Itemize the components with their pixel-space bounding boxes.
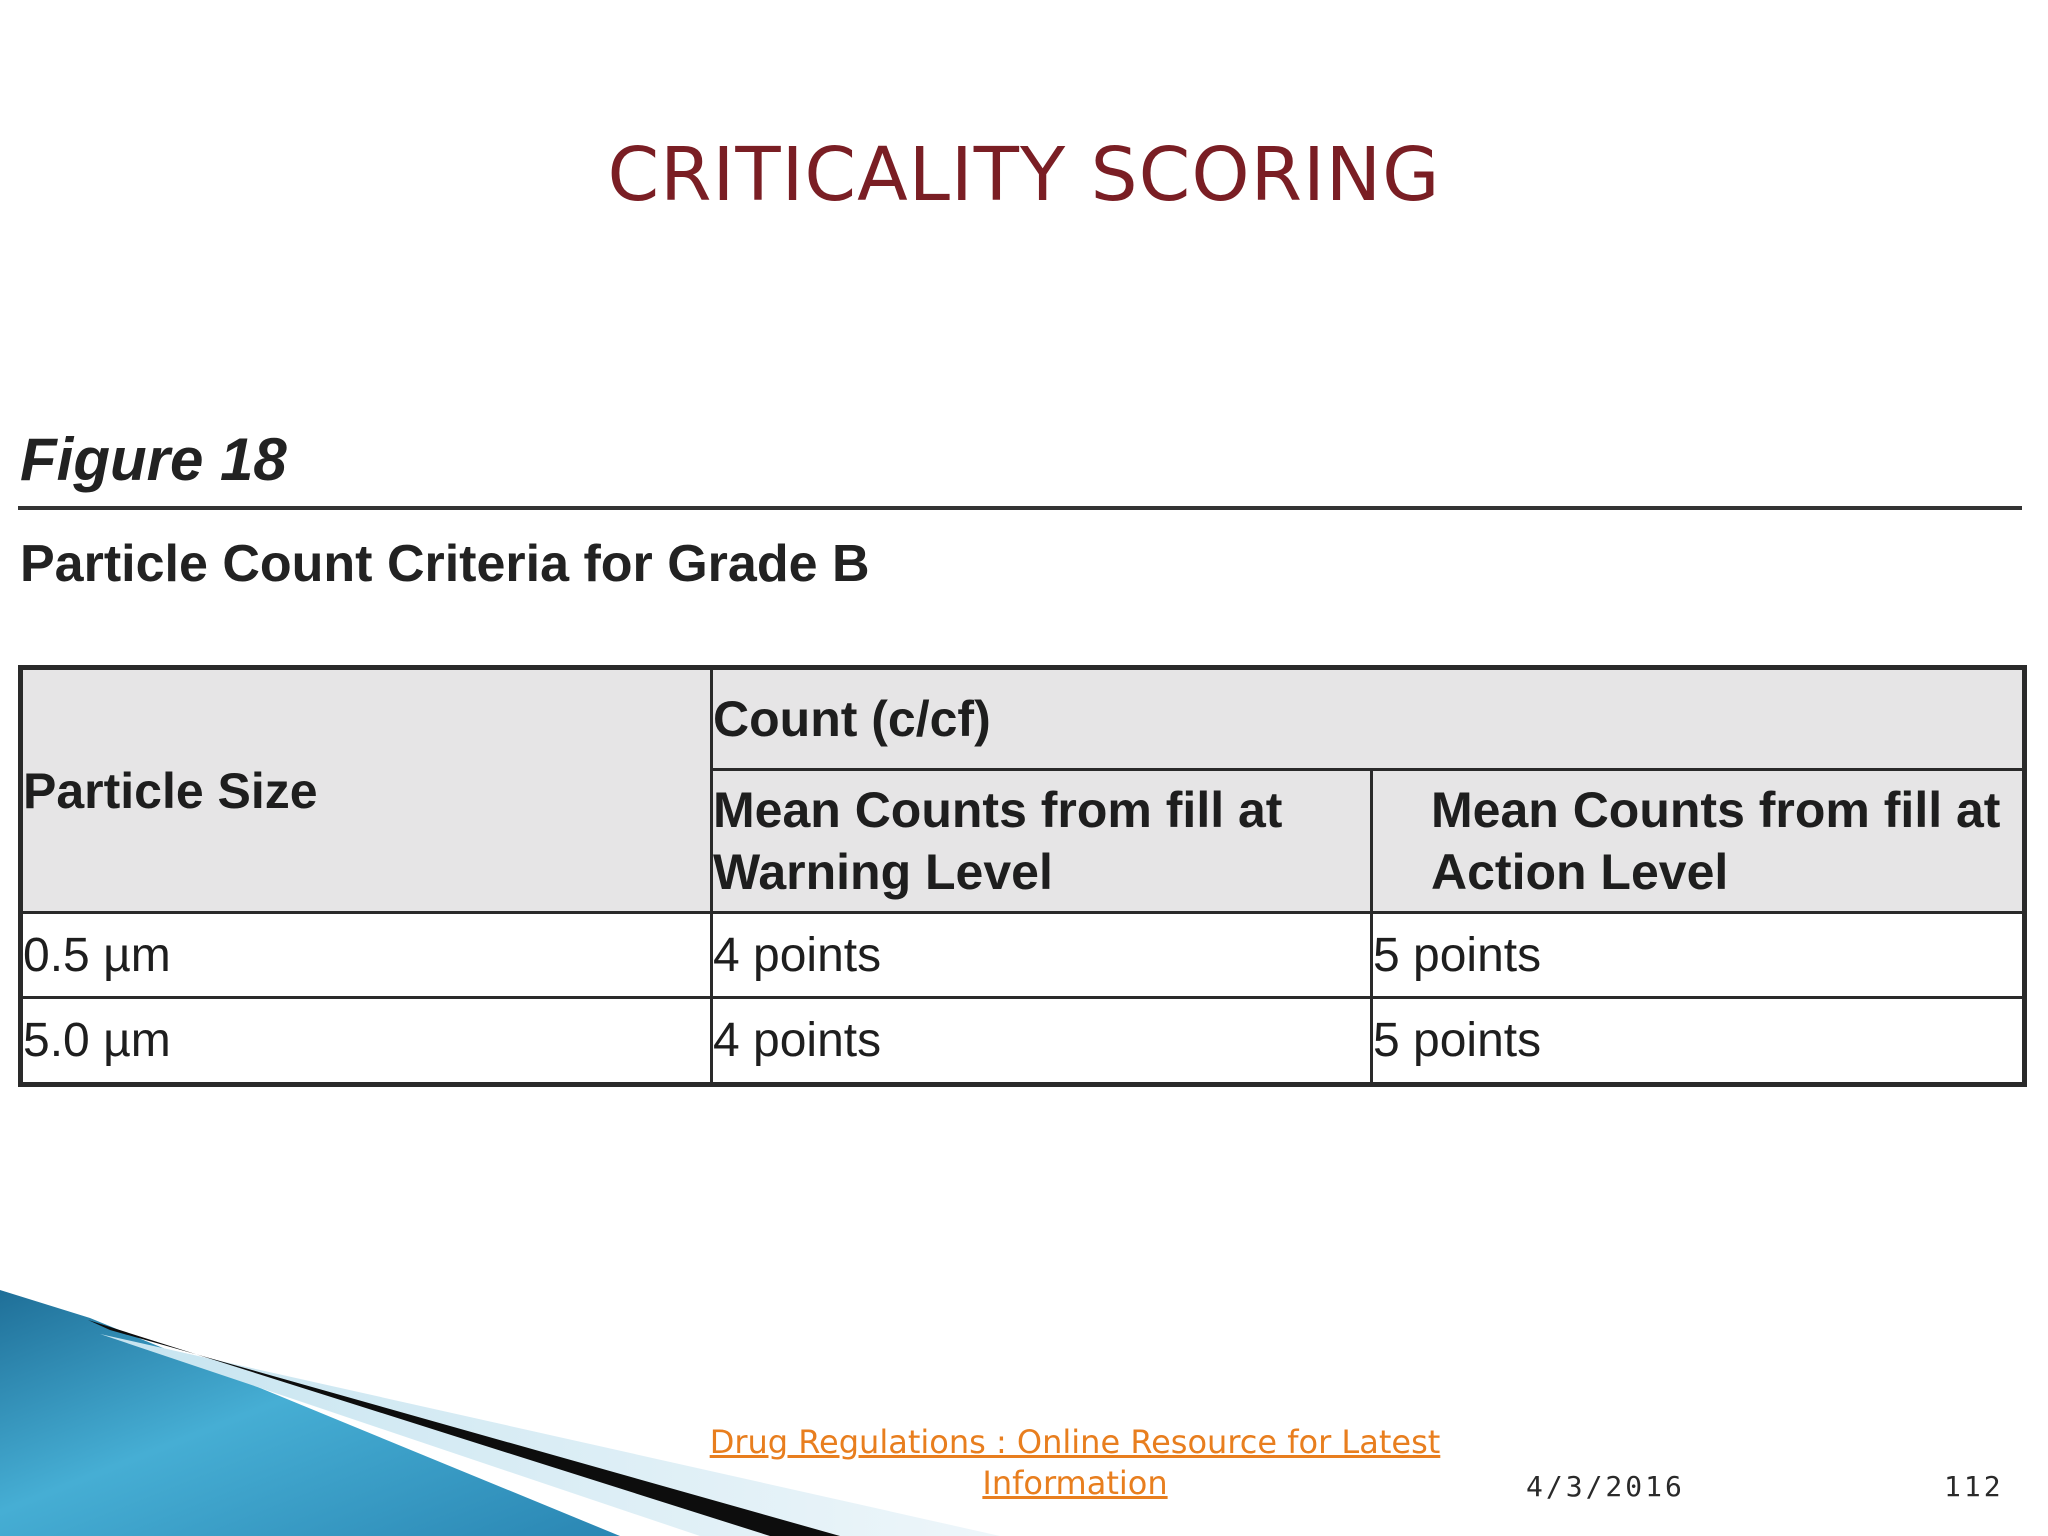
cell-warning-points: 4 points — [712, 913, 1372, 998]
cell-particle-size: 0.5 µm — [21, 913, 712, 998]
header-action-level: Mean Counts from fill at Action Level — [1372, 770, 2025, 913]
header-count: Count (c/cf) — [712, 668, 2025, 770]
slide-title: CRITICALITY SCORING — [607, 132, 1441, 218]
table-row — [21, 998, 2025, 1085]
blue-wedge-shape — [0, 1290, 620, 1536]
figure-divider — [18, 506, 2022, 510]
table-row — [21, 913, 2025, 998]
cell-action-points: 5 points — [1372, 913, 2025, 998]
footer-resource-link[interactable]: Drug Regulations : Online Resource for Latest Information — [709, 1423, 1441, 1502]
cell-action-points: 5 points — [1372, 998, 2025, 1085]
table-header-row — [21, 668, 2025, 770]
cell-warning-points: 4 points — [712, 998, 1372, 1085]
footer-date: 4/3/2016 — [1526, 1470, 1685, 1503]
footer-page-number: 112 — [1944, 1470, 2004, 1503]
header-particle-size: Particle Size — [21, 668, 712, 913]
header-warning-level: Mean Counts from fill at Warning Level — [712, 770, 1372, 913]
cell-particle-size: 5.0 µm — [21, 998, 712, 1085]
figure-label: Figure 18 — [20, 426, 287, 493]
particle-count-table — [18, 665, 2027, 1087]
figure-caption: Particle Count Criteria for Grade B — [20, 535, 870, 593]
